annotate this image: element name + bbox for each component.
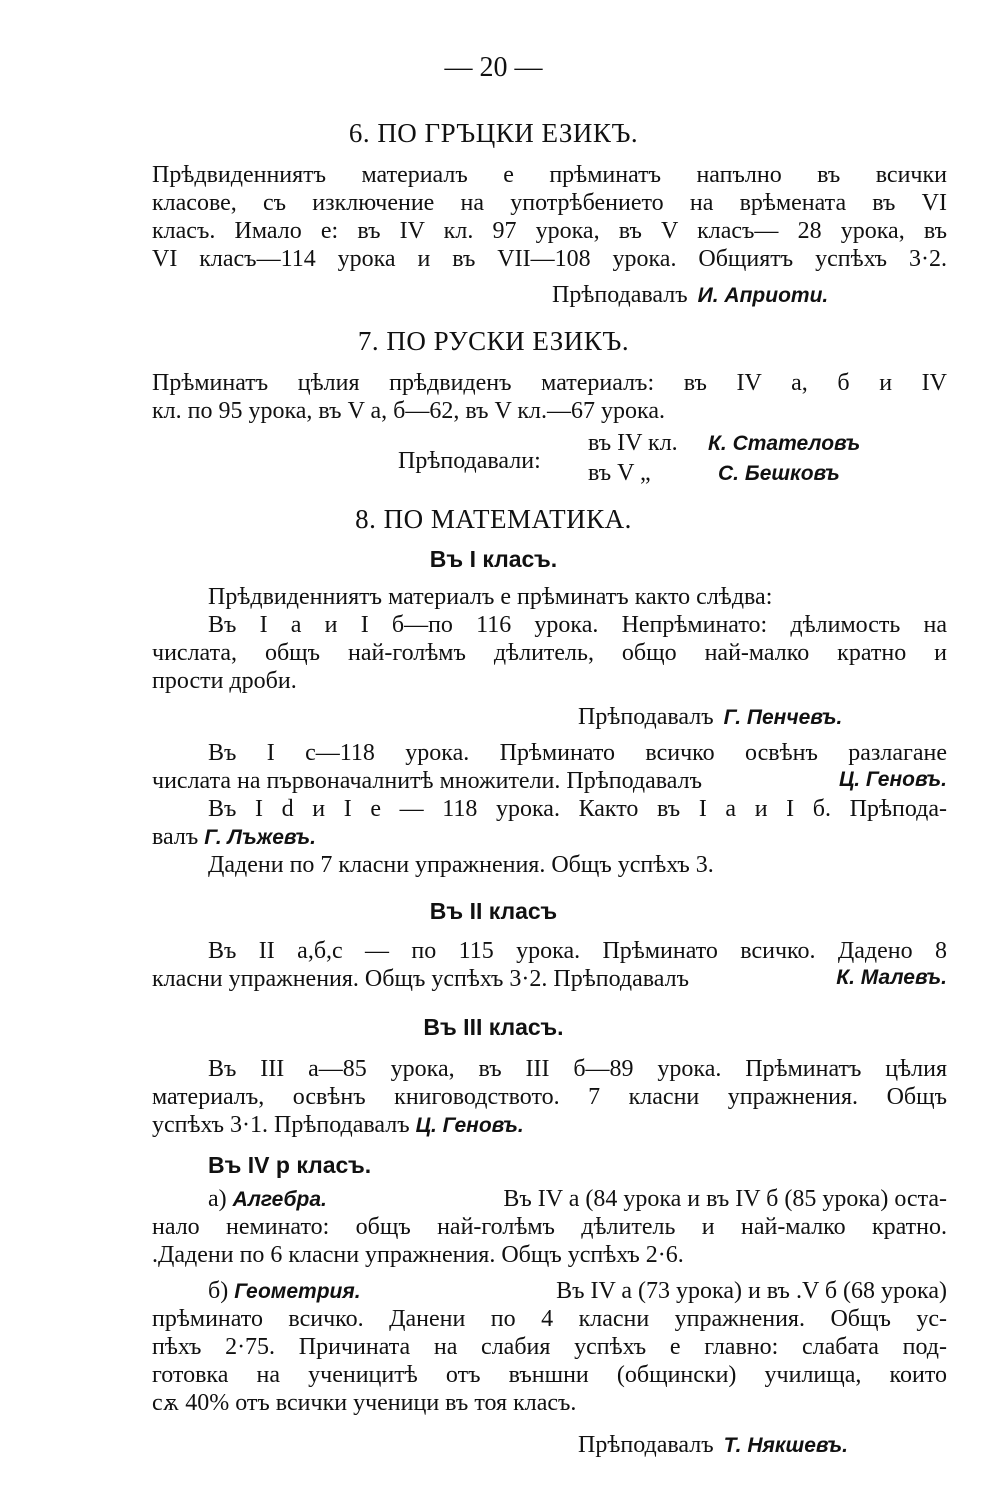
s7-teacher-row-1-class: въ IV кл.	[588, 430, 678, 456]
s6-teacher	[552, 282, 828, 309]
s6-line-4: VI класъ—114 урока и въ VII—108 урока. Общиятъ успѣхъ 3·2.	[152, 246, 947, 272]
c3-line-2: материалъ, освѣнъ книговодството. 7 класни упражнения. Общъ	[152, 1084, 947, 1110]
c1-p3-text: валъ	[152, 824, 199, 850]
c4-b-line-1-rest: Въ IV а (73 урока) и въ .V б (68 урока)	[556, 1278, 947, 1304]
c4-a-line-1	[208, 1186, 947, 1213]
teacher-name: К. Малевъ.	[836, 966, 947, 989]
teacher-name: Г. Пенчевъ.	[723, 706, 843, 729]
c1-line-2: Въ I а и I б—по 116 урока. Непрѣминато: дѣлимость на	[208, 612, 947, 638]
s6-line-3: класъ. Имало е: въ IV кл. 97 урока, въ V класъ— 28 урока, въ	[152, 218, 947, 244]
s7-line-2: кл. по 95 урока, въ V а, б—62, въ V кл.—67 урока.	[152, 398, 665, 424]
c1-p3-line-1: Въ I d и I е — 118 урока. Както въ I а и I б. Прѣпода-	[208, 796, 947, 822]
c4-a-prefix: а)	[208, 1186, 227, 1212]
c1-p2-line-1: Въ I с—118 урока. Прѣминато всичко освѣнъ разлагане	[208, 740, 947, 766]
s7-teacher-row-1-name: К. Стателовъ	[708, 432, 861, 455]
c4-b-line-4: готовка на ученицитѣ отъ външни (общински) училища, които	[152, 1362, 947, 1388]
class-3-subheading: Въ III класъ.	[423, 1014, 564, 1040]
c4-b-line-3: пѣхъ 2·75. Причината на слабия успѣхъ е главно: слабата под-	[152, 1334, 947, 1360]
section-8-heading: 8. ПО МАТЕМАТИКА.	[355, 504, 632, 534]
c4-b-line-1	[208, 1278, 947, 1305]
c2-line-1: Въ II а,б,с — по 115 урока. Прѣминато всичко. Дадено 8	[208, 938, 947, 964]
c1-p3-line-2	[152, 824, 316, 851]
s7-teacher-row-2-class: въ V „	[588, 460, 651, 486]
s7-teachers-label: Прѣподавали:	[398, 448, 541, 474]
teacher-name: И. Априоти.	[697, 284, 829, 307]
s7-line-1: Прѣминатъ цѣлия прѣдвиденъ материалъ: въ IV а, б и IV	[152, 370, 947, 396]
c1-p2-line-2	[152, 768, 947, 795]
teacher-name: Ц. Геновъ.	[415, 1114, 524, 1137]
class-4-subheading: Въ IV р класъ.	[208, 1152, 372, 1178]
section-7-heading: 7. ПО РУСКИ ЕЗИКЪ.	[357, 326, 630, 356]
teacher-label: Прѣподавалъ	[552, 282, 688, 308]
teacher-name: Г. Лъжевъ.	[204, 826, 316, 849]
c1-line-4: прости дроби.	[152, 668, 297, 694]
c3-line-3	[152, 1112, 524, 1139]
c4-a-line-3: .Дадени по 6 класни упражнения. Общъ успѣхъ 2·6.	[152, 1242, 684, 1268]
c4-b-title: Геометрия.	[234, 1280, 361, 1303]
c2-line-2	[152, 966, 947, 993]
c1-teacher-1	[578, 704, 842, 731]
teacher-label: Прѣподавалъ	[578, 1432, 714, 1458]
c4-b-prefix: б)	[208, 1278, 229, 1304]
c3-text: успѣхъ 3·1. Прѣподавалъ	[152, 1112, 410, 1138]
c1-line-3: числата, общъ най-голѣмъ дѣлитель, общо най-малко кратно и	[152, 640, 947, 666]
c4-a-title: Алгебра.	[232, 1188, 327, 1211]
c1-p2-text: числата на първоначалнитѣ множители. Прѣподавалъ	[152, 768, 703, 794]
c4-teacher	[578, 1432, 848, 1459]
c4-a-line-1-rest: Въ IV а (84 урока и въ IV б (85 урока) оста-	[503, 1186, 947, 1212]
s6-line-1: Прѣдвиденниятъ материалъ е прѣминатъ напълно въ всички	[152, 162, 947, 188]
teacher-name: Ц. Геновъ.	[838, 768, 947, 791]
teacher-name: Т. Някшевъ.	[723, 1434, 848, 1457]
s7-teacher-row-2-name: С. Бешковъ	[718, 462, 840, 485]
class-2-subheading: Въ II класъ	[429, 898, 558, 924]
c1-p4: Дадени по 7 класни упражнения. Общъ успѣхъ 3.	[208, 852, 714, 878]
section-6-heading: 6. ПО ГРЪЦКИ ЕЗИКЪ.	[348, 118, 639, 148]
c4-a-line-2: нало неминато: общъ най-голѣмъ дѣлитель и най-малко кратно.	[152, 1214, 947, 1240]
c4-b-line-5: сѫ 40% отъ всички ученици въ тоя класъ.	[152, 1390, 577, 1416]
c3-line-1: Въ III а—85 урока, въ III б—89 урока. Прѣминатъ цѣлия	[208, 1056, 947, 1082]
c1-line-1: Прѣдвиденниятъ материалъ е прѣминатъ както слѣдва:	[208, 584, 773, 610]
teacher-label: Прѣподавалъ	[578, 704, 714, 730]
s6-line-2: класове, съ изключение на употрѣбението на врѣмената въ VI	[152, 190, 947, 216]
class-1-subheading: Въ I класъ.	[429, 546, 558, 572]
page-number: — 20 —	[444, 52, 543, 83]
c2-text: класни упражнения. Общъ успѣхъ 3·2. Прѣподавалъ	[152, 966, 690, 992]
c4-b-line-2: прѣминато всичко. Данени по 4 класни упражнения. Общъ ус-	[152, 1306, 947, 1332]
